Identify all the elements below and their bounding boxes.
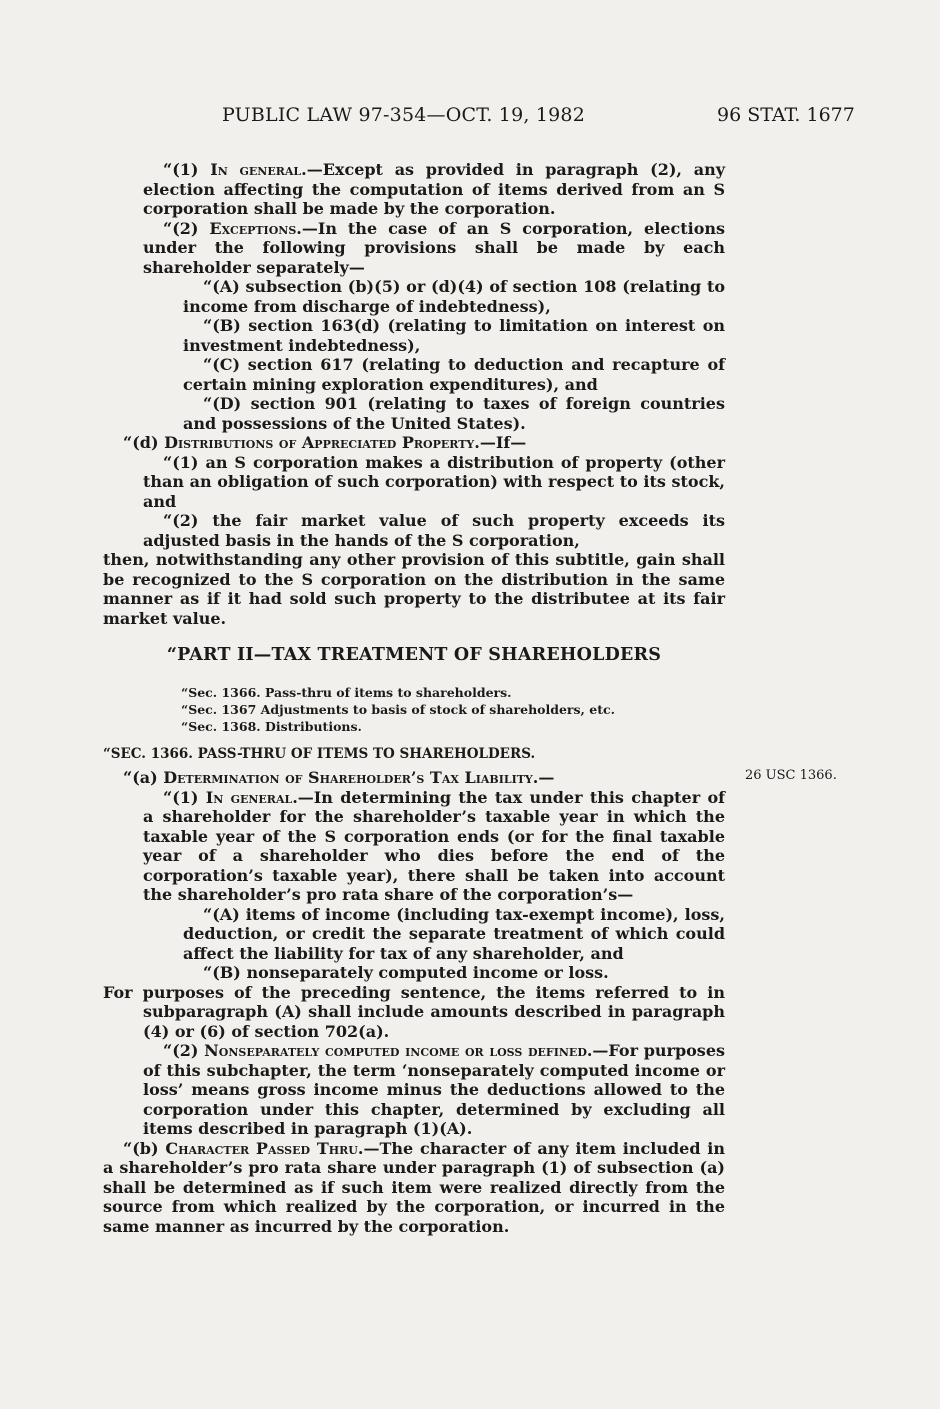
- para2-text: .—In the case of an S corporation, elections under the following provisions shall be made by each shareholder separately—: [143, 218, 725, 277]
- sub-a-p1-lead: “(1): [163, 787, 206, 807]
- para2-lead: “(2): [163, 218, 210, 238]
- subsection-a-paragraph-1: [103, 788, 725, 905]
- sub-a-p1-heading: In general: [205, 787, 293, 807]
- page-header: [0, 104, 940, 134]
- sub-a-p2-lead: “(2): [163, 1041, 205, 1060]
- list-item: “(2) the fair market value of such property exceeds its adjusted basis in the hands of the S corporation,: [143, 511, 725, 550]
- subsection-d-closing: then, notwithstanding any other provision of this subtitle, gain shall be recognized to the S corporation on the distribution in the same manner as if it had sold such property to the distributee at its fair market value.: [103, 550, 725, 628]
- list-item: “(C) section 617 (relating to deduction and recapture of certain mining exploration expenditures), and: [183, 355, 725, 394]
- document-body: [103, 160, 725, 1236]
- header-page-number: 96 STAT. 1677: [717, 104, 855, 126]
- sub-b-lead: “(b): [123, 1138, 166, 1158]
- sub-d-text: .—If—: [474, 433, 527, 452]
- sub-a-heading: Determination of Shareholder’s Tax Liability: [163, 768, 533, 787]
- subsection-b-character: [103, 1139, 725, 1237]
- subsection-a-paragraph-1-closing: For purposes of the preceding sentence, the items referred to in subparagraph (A) shall include amounts described in paragraph (4) or (6) of section 702(a).: [103, 982, 725, 1041]
- list-item: “(A) items of income (including tax-exempt income), loss, deduction, or credit the separate treatment of which could affect the liability for tax of any shareholder, and: [183, 904, 725, 963]
- para1-heading: In general: [210, 160, 302, 179]
- list-item: “(A) subsection (b)(5) or (d)(4) of section 108 (relating to income from discharge of indebtedness),: [183, 277, 725, 316]
- paragraph-1-in-general: [103, 160, 725, 219]
- paragraph-2-exceptions: [103, 219, 725, 278]
- list-item: “(B) section 163(d) (relating to limitation on interest on investment indebtedness),: [183, 316, 725, 355]
- subsection-a-paragraph-2: [103, 1041, 725, 1139]
- sub-b-text: .—The character of any item included in a shareholder’s pro rata share under paragraph (1) of subsection (a) shall be determined as if such item were realized directly from the source from which realized by the corporation, or incurred in the same manner as incurred by the corporation.: [103, 1138, 725, 1236]
- para2-heading: Exceptions: [209, 218, 297, 238]
- subsection-a-heading: [103, 768, 725, 788]
- subsection-d-distributions: [103, 433, 725, 453]
- part-heading: “PART II—TAX TREATMENT OF SHAREHOLDERS: [166, 645, 662, 665]
- section-heading: “SEC. 1366. PASS-THRU OF ITEMS TO SHAREHOLDERS.: [103, 745, 536, 762]
- sub-d-lead: “(d): [123, 433, 165, 452]
- toc-item: “Sec. 1368. Distributions.: [181, 718, 362, 734]
- header-citation: PUBLIC LAW 97-354—OCT. 19, 1982: [222, 104, 586, 126]
- list-item: “(B) nonseparately computed income or loss.: [203, 963, 609, 982]
- sub-a-text: .—: [532, 768, 555, 787]
- sub-a-p1-text: .—In determining the tax under this chapter of a shareholder for the shareholder’s taxable year in which the taxable year of the S corporation ends (or for the final taxable year of a shareholder who dies before the end of the corporation’s taxable year), there shall be taken into account the shareholder’s pro rata share of the corporation’s—: [143, 787, 725, 904]
- para1-text: .—Except as provided in paragraph (2), any election affecting the computation of items derived from an S corporation shall be made by the corporation.: [143, 160, 725, 218]
- para1-lead: “(1): [163, 160, 211, 179]
- sub-d-heading: Distributions of Appreciated Property: [164, 433, 475, 452]
- table-of-sections: [103, 684, 725, 735]
- list-item: “(1) an S corporation makes a distribution of property (other than an obligation of such corporation) with respect to its stock, and: [143, 452, 725, 511]
- toc-item: “Sec. 1367 Adjustments to basis of stock of shareholders, etc.: [181, 701, 615, 717]
- sub-b-heading: Character Passed Thru: [165, 1138, 358, 1158]
- toc-item: “Sec. 1366. Pass-thru of items to shareholders.: [181, 684, 512, 700]
- sub-a-p2-text: .—For purposes of this subchapter, the term ‘nonseparately computed income or loss’ means gross income minus the deductions allowed to the corporation under this chapter, determined by excluding all items described in paragraph (1)(A).: [143, 1041, 726, 1138]
- sub-a-p2-heading: Nonseparately computed income or loss defined: [204, 1041, 587, 1060]
- sub-a-lead: “(a): [123, 768, 164, 787]
- margin-note-usc: 26 USC 1366.: [745, 768, 837, 783]
- list-item: “(D) section 901 (relating to taxes of foreign countries and possessions of the United States).: [183, 394, 725, 433]
